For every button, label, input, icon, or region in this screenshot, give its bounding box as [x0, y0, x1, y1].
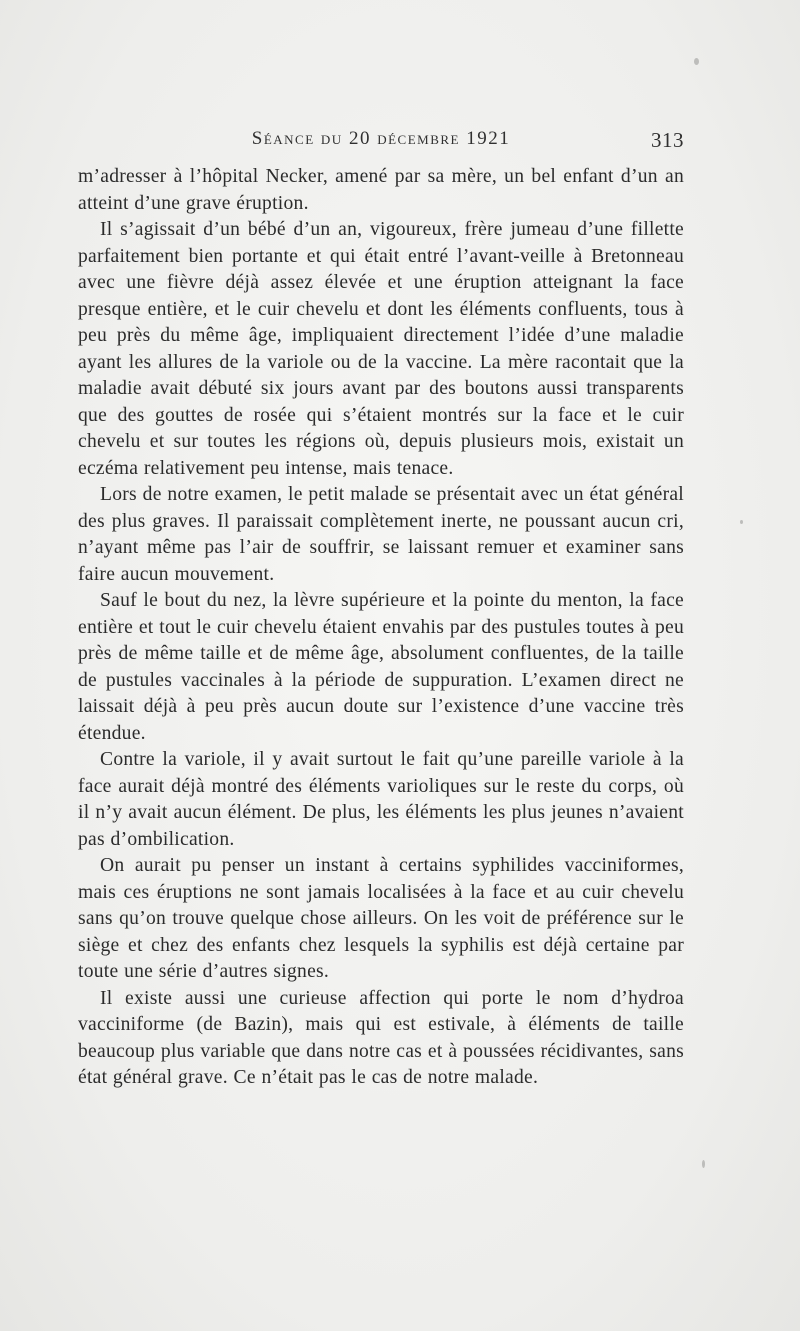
paragraph-7: Il existe aussi une curieuse affection qui porte le nom d’hydroa vacciniforme (de Bazin), mais qui est estivale, à éléments de taille beaucoup plus variable que dans notre cas et à poussées récidivantes, sans état général grave. Ce n’était pas le cas de notre malade. [78, 987, 684, 1088]
paragraph-2: Il s’agissait d’un bébé d’un an, vigoureux, frère jumeau d’une fillette parfaitement bien portante et qui était entré l’avant-veille à Bretonneau avec une fièvre déjà assez élevée et une éruption atteignant la face presque entière, et le cuir chevelu et dont les éléments confluents, tous à peu près du même âge, impliquaient directement l’idée d’une maladie ayant les allures de la variole ou de la vaccine. La mère racontait que la maladie avait débuté six jours avant par des boutons aussi transparents que des gouttes de rosée qui s’étaient montrés sur la face et le cuir chevelu et sur toutes les régions où, depuis plusieurs mois, existait un eczéma relativement peu intense, mais tenace. [78, 219, 684, 479]
paragraph-3: Lors de notre examen, le petit malade se présentait avec un état général des plus graves. Il paraissait complètement inerte, ne poussant aucun cri, n’ayant même pas l’air de souffrir, se laissant remuer et examiner sans faire aucun mouvement. [78, 484, 684, 585]
paper-speck [694, 58, 699, 65]
running-head [78, 128, 684, 156]
paragraph-6: On aurait pu penser un instant à certains syphilides vacciniformes, mais ces éruptions ne sont jamais localisées à la face et au cuir chevelu sans qu’on trouve quelque chose ailleurs. On les voit de préférence sur le siège et chez des enfants chez lesquels la syphilis est déjà certaine par toute une série d’autres signes. [78, 855, 684, 982]
paper-speck [740, 520, 743, 524]
running-title: Séance du 20 décembre 1921 [251, 128, 511, 149]
paragraph-1: m’adresser à l’hôpital Necker, amené par sa mère, un bel enfant d’un an atteint d’une grave éruption. [78, 166, 684, 214]
paragraph-4: Sauf le bout du nez, la lèvre supérieure et la pointe du menton, la face entière et tout le cuir chevelu étaient envahis par des pustules toutes à peu près de même taille et de même âge, absolument confluentes, de la taille de pustules vaccinales à la période de suppuration. L’examen direct ne laissait déjà à peu près aucun doute sur l’existence d’une vaccine très étendue. [78, 590, 684, 744]
page-number: 313 [651, 128, 684, 152]
paper-speck [702, 1160, 705, 1168]
paragraph-5: Contre la variole, il y avait surtout le fait qu’une pareille variole à la face aurait déjà montré des éléments varioliques sur le reste du corps, où il n’y avait aucun élément. De plus, les éléments les plus jeunes n’avaient pas d’ombilication. [78, 749, 684, 850]
body-text [78, 164, 684, 1092]
